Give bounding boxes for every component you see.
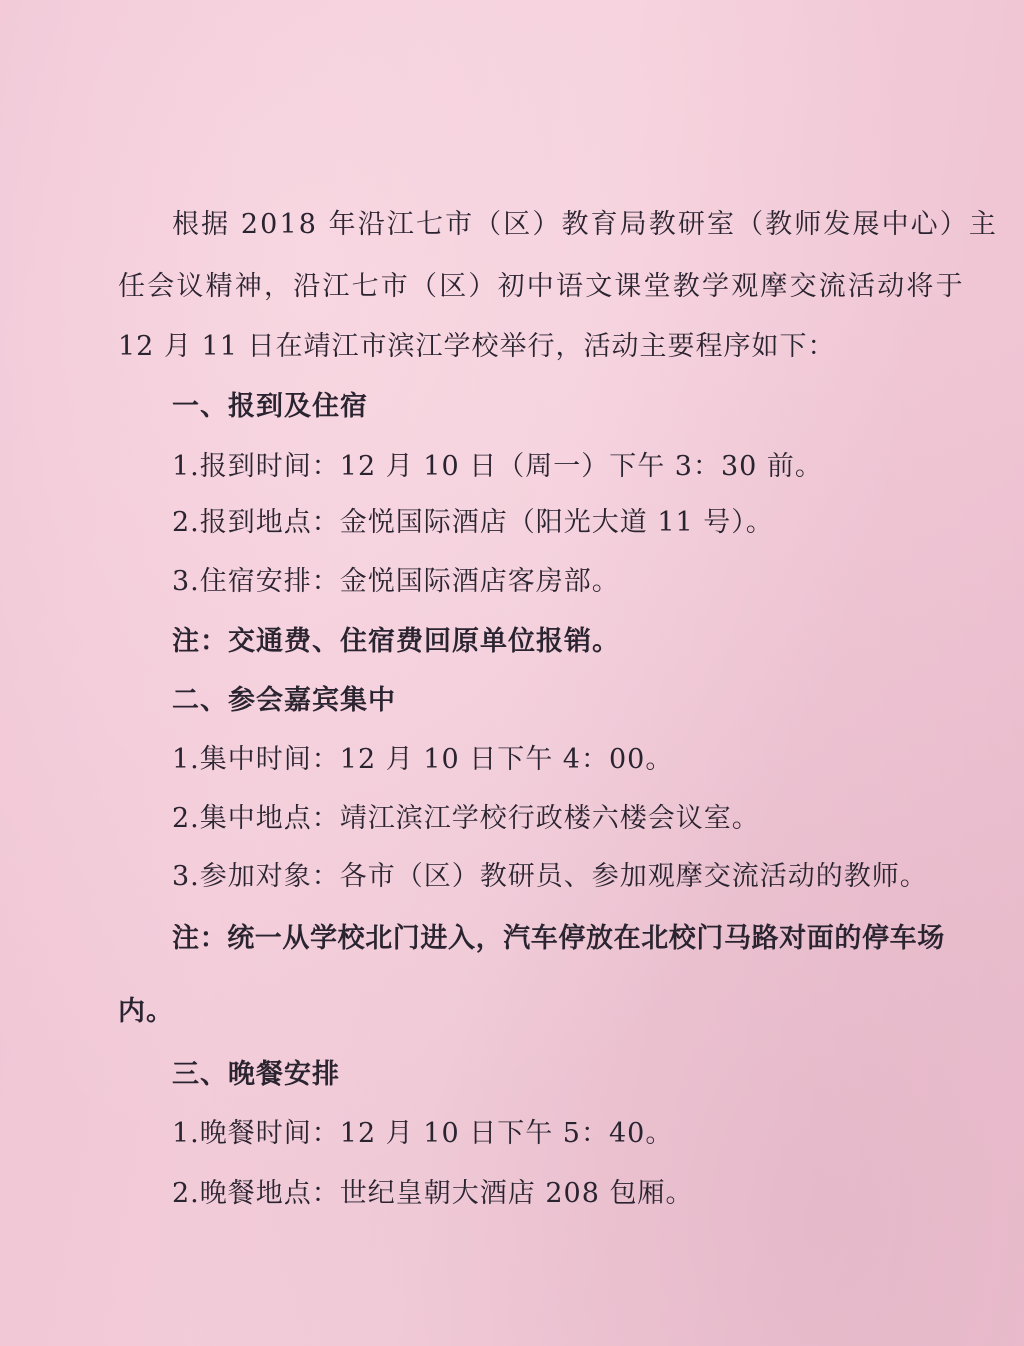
section-2-item-3: 3.参加对象：各市（区）教研员、参加观摩交流活动的教师。 bbox=[172, 861, 928, 892]
section-1-item-1: 1.报到时间：12 月 10 日（周一）下午 3：30 前。 bbox=[172, 451, 823, 482]
section-3-item-2: 2.晚餐地点：世纪皇朝大酒店 208 包厢。 bbox=[172, 1178, 694, 1209]
intro-line-3: 12 月 11 日在靖江市滨江学校举行，活动主要程序如下： bbox=[118, 331, 836, 362]
section-2-item-1: 1.集中时间：12 月 10 日下午 4：00。 bbox=[172, 744, 674, 775]
section-1-note: 注：交通费、住宿费回原单位报销。 bbox=[172, 626, 620, 657]
section-3-item-1: 1.晚餐时间：12 月 10 日下午 5：40。 bbox=[172, 1118, 674, 1149]
section-1-item-2: 2.报到地点：金悦国际酒店（阳光大道 11 号）。 bbox=[172, 507, 774, 538]
intro-line-2: 任会议精神，沿江七市（区）初中语文课堂教学观摩交流活动将于 bbox=[118, 271, 965, 302]
section-2-note-line-1: 注：统一从学校北门进入，汽车停放在北校门马路对面的停车场 bbox=[172, 923, 945, 954]
section-3-heading: 三、晚餐安排 bbox=[172, 1059, 340, 1090]
section-2-item-2: 2.集中地点：靖江滨江学校行政楼六楼会议室。 bbox=[172, 803, 760, 834]
section-2-heading: 二、参会嘉宾集中 bbox=[172, 685, 396, 716]
section-1-heading: 一、报到及住宿 bbox=[172, 391, 368, 422]
section-1-item-3: 3.住宿安排：金悦国际酒店客房部。 bbox=[172, 566, 620, 597]
section-2-note-line-2: 内。 bbox=[118, 996, 174, 1027]
intro-line-1: 根据 2018 年沿江七市（区）教育局教研室（教师发展中心）主 bbox=[172, 209, 998, 240]
